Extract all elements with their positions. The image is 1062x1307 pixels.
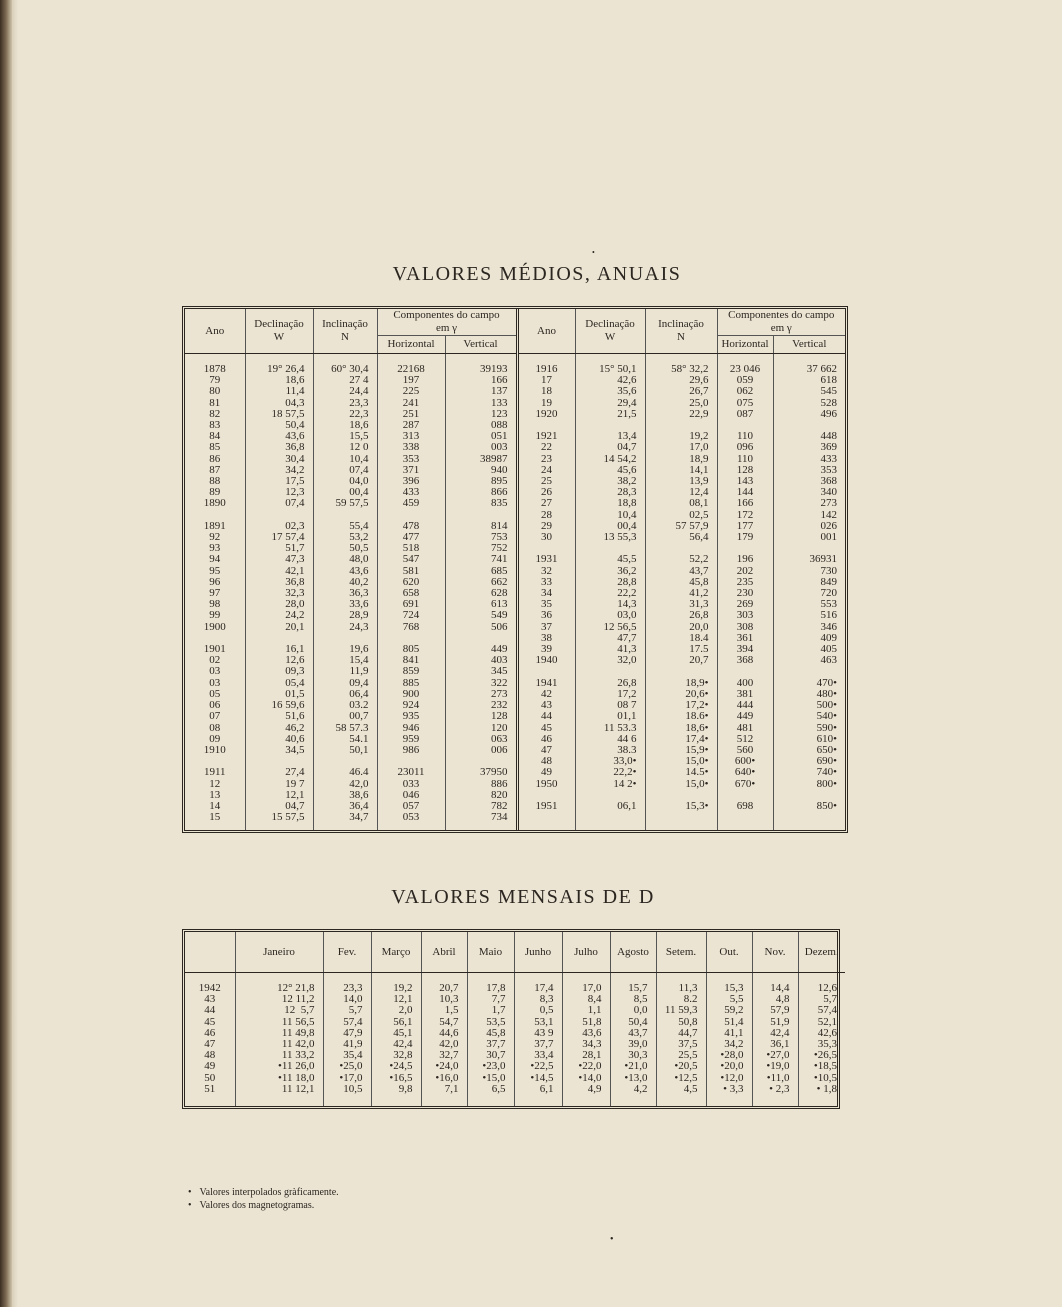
left-inclinacao-column: 60° 30,4 27 4 24,4 23,3 22,3 18,6 15,5 12 0 10,4 07,4 04,0 00,4 59 57,5 55,4 53,2 50,5 48,0 43,6 40,2 36,3 33,6 28,9 24,3 19,6 15,4 11,9 09,4 06,4 03.2 00,7 58 57.3 54.1 50,1 46.4 42,0 38,6 36,4 34,7 bbox=[313, 354, 377, 831]
header-vertical-left: Vertical bbox=[445, 336, 517, 354]
monthly-table-frame bbox=[182, 929, 840, 1109]
month-header-fev: Fev. bbox=[323, 932, 371, 973]
junho-column: 17,4 8,3 0,5 53,1 43 9 37,7 33,4 •22,5 •14,5 6,1 bbox=[514, 973, 562, 1107]
month-header-setem: Setem. bbox=[656, 932, 706, 973]
header-horizontal-right: Horizontal bbox=[717, 336, 773, 354]
left-vertical-column: 39193 166 137 133 123 088 051 003 38987 940 895 866 835 814 753 752 741 685 662 628 613 549 506 449 403 345 322 273 232 128 120 063 006 37950 886 820 782 734 bbox=[445, 354, 517, 831]
right-inclinacao-column: 58° 32,2 29,6 26,7 25,0 22,9 19,2 17,0 18,9 14,1 13,9 12,4 08,1 02,5 57 57,9 56,4 52,2 43,7 45,8 41,2 31,3 26,8 20,0 18.4 17.5 20,7 18,9• 20,6• 17,2• 18.6• 18,6• 17,4• 15,9• 15,0• 14.5• 15,0• 15,3• bbox=[645, 354, 717, 831]
left-horizontal-column: 22168 197 225 241 251 287 313 338 353 371 396 433 459 478 477 518 547 581 620 658 691 724 768 805 841 859 885 900 924 935 946 959 986 23011 033 046 057 053 bbox=[377, 354, 445, 831]
right-horizontal-column: 23 046 059 062 075 087 110 096 110 128 143 144 166 172 177 179 196 202 235 230 269 303 308 361 394 368 400 381 444 449 481 512 560 600• 640• 670• 698 bbox=[717, 354, 773, 831]
setem-column: 11,3 8.2 11 59,3 50,8 44,7 37,5 25,5 •20,5 •12,5 4,5 bbox=[656, 973, 706, 1107]
header-ano-right: Ano bbox=[517, 309, 575, 354]
month-header-marco: Março bbox=[371, 932, 421, 973]
annual-values-table bbox=[185, 309, 845, 830]
page-edge bbox=[12, 0, 18, 1307]
dezem-column: 12,6 5,7 57,4 52,1 42,6 35,3 •26,5 •18,5 •10,5 • 1,8 bbox=[798, 973, 845, 1107]
month-header-nov: Nov. bbox=[752, 932, 798, 973]
header-ano-left: Ano bbox=[185, 309, 245, 354]
book-spine bbox=[0, 0, 12, 1307]
monthly-values-table bbox=[185, 932, 845, 1106]
footnote-interpolated bbox=[188, 1186, 339, 1199]
right-declinacao-column: 15° 50,1 42,6 35,6 29,4 21,5 13,4 04,7 14 54,2 45,6 38,2 28,3 18,8 10,4 00,4 13 55,3 45,5 36,2 28,8 22,2 14,3 03,0 12 56,5 47,7 41,3 32,0 26,8 17,2 08 7 01,1 11 53.3 44 6 38.3 33,0• 22,2• 14 2• 06,1 bbox=[575, 354, 645, 831]
julho-column: 17,0 8,4 1,1 51,8 43,6 34,3 28,1 •22,0 •14,0 4,9 bbox=[562, 973, 610, 1107]
footnotes bbox=[188, 1186, 339, 1212]
print-dot: • bbox=[610, 1234, 614, 1245]
nov-column: 14,4 4,8 57,9 51,9 42,4 36,1 •27,0 •19,0 •11,0 • 2,3 bbox=[752, 973, 798, 1107]
left-ano-column: 1878 79 80 81 82 83 84 85 86 87 88 89 1890 1891 92 93 94 95 96 97 98 99 1900 1901 02 03 03 05 06 07 08 09 1910 1911 12 13 14 15 bbox=[203, 363, 226, 824]
month-header-agosto: Agosto bbox=[610, 932, 656, 973]
monthly-years-column: 1942 43 44 45 46 47 48 49 50 51 bbox=[198, 982, 221, 1095]
footnote-mark: • bbox=[188, 1187, 192, 1198]
agosto-column: 15,7 8,5 0,0 50,4 43,7 39,0 30,3 •21,0 •13,0 4,2 bbox=[610, 973, 656, 1107]
left-declinacao-column: 19° 26,4 18,6 11,4 04,3 18 57,5 50,4 43,6 36,8 30,4 34,2 17,5 12,3 07,4 02,3 17 57,4 51,7 47,3 42,1 36,8 32,3 28,0 24,2 20,1 16,1 12,6 09,3 05,4 01,5 16 59,6 51,6 46,2 40,6 34,5 27,4 19 7 12,1 04,7 15 57,5 bbox=[245, 354, 313, 831]
header-declinacao-left: Declinação W bbox=[245, 309, 313, 354]
month-header-janeiro: Janeiro bbox=[235, 932, 323, 973]
month-header-julho: Julho bbox=[562, 932, 610, 973]
annual-table-frame bbox=[182, 306, 848, 833]
month-header-junho: Junho bbox=[514, 932, 562, 973]
fev-column: 23,3 14,0 5,7 57,4 47,9 41,9 35,4 •25,0 •17,0 10,5 bbox=[323, 973, 371, 1107]
footnote-magnetograms bbox=[188, 1199, 339, 1212]
right-ano-column: 1916 17 18 19 1920 1921 22 23 24 25 26 27 28 29 30 1931 32 33 34 35 36 37 38 39 1940 1941 42 43 44 45 46 47 48 49 1950 1951 bbox=[517, 354, 575, 831]
print-mark: • bbox=[592, 248, 595, 257]
header-componentes-right: Componentes do campo em γ bbox=[717, 309, 845, 336]
maio-column: 17,8 7,7 1,7 53,5 45,8 37,7 30,7 •23,0 •15,0 6,5 bbox=[467, 973, 514, 1107]
out-column: 15,3 5,5 59,2 51,4 41,1 34,2 •28,0 •20,0 •12,0 • 3,3 bbox=[706, 973, 752, 1107]
month-header-dezem: Dezem. bbox=[798, 932, 845, 973]
month-header-abril: Abril bbox=[421, 932, 467, 973]
header-year-blank bbox=[185, 932, 235, 973]
footnote-text: Valores dos magnetogramas. bbox=[199, 1200, 315, 1211]
header-inclinacao-left: Inclinação N bbox=[313, 309, 377, 354]
month-header-out: Out. bbox=[706, 932, 752, 973]
header-declinacao-right: Declinação W bbox=[575, 309, 645, 354]
header-vertical-right: Vertical bbox=[773, 336, 845, 354]
right-vertical-column: 37 662 618 545 528 496 448 369 433 353 368 340 273 142 026 001 36931 730 849 720 553 516 346 409 405 463 470• 480• 500• 540• 590• 610• 650• 690• 740• 800• 850• bbox=[773, 354, 845, 831]
annual-title: VALORES MÉDIOS, ANUAIS bbox=[392, 263, 682, 285]
month-header-maio: Maio bbox=[467, 932, 514, 973]
header-inclinacao-right: Inclinação N bbox=[645, 309, 717, 354]
header-horizontal-left: Horizontal bbox=[377, 336, 445, 354]
header-componentes-left: Componentes do campo em γ bbox=[377, 309, 517, 336]
footnote-mark: • bbox=[188, 1200, 192, 1211]
marco-column: 19,2 12,1 2,0 56,1 45,1 42,4 32,8 •24,5 •16,5 9,8 bbox=[371, 973, 421, 1107]
abril-column: 20,7 10,3 1,5 54,7 44,6 42,0 32,7 •24,0 •16,0 7,1 bbox=[421, 973, 467, 1107]
janeiro-column: 12° 21,8 12 11,2 12 5,7 11 56,5 11 49,8 11 42,0 11 33,2 •11 26,0 •11 18,0 11 12,1 bbox=[235, 973, 323, 1107]
footnote-text: Valores interpolados gràficamente. bbox=[199, 1187, 339, 1198]
monthly-title: VALORES MENSAIS DE D bbox=[391, 886, 655, 908]
